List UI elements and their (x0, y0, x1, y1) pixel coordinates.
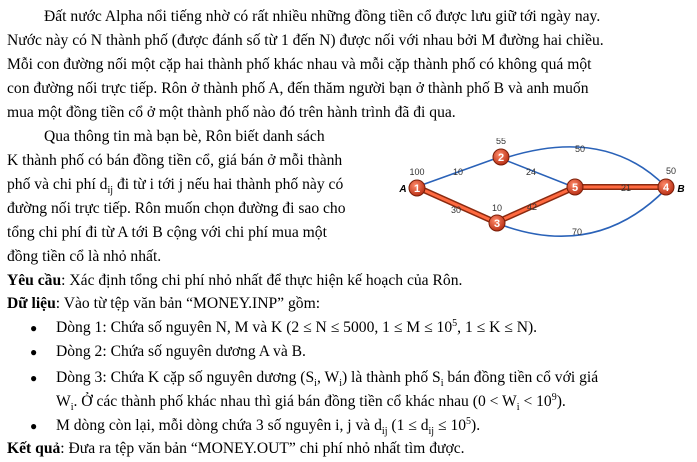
bullet-2: Dòng 2: Chứa số nguyên dương A và B. (56, 343, 306, 360)
bullet-dot-3: ● (30, 371, 38, 385)
weight-2-5: 24 (526, 167, 537, 177)
svg-text:55: 55 (495, 138, 507, 146)
edge-2-5 (505, 160, 571, 186)
request-label: Yêu cầu (7, 272, 62, 289)
svg-text:2: 2 (497, 152, 505, 164)
svg-text:4: 4 (662, 182, 670, 194)
svg-text:1: 1 (413, 183, 421, 195)
input-line: Dữ liệu: Vào từ tệp văn bản “MONEY.INP” gồm: (7, 295, 321, 312)
svg-text:B: B (677, 184, 685, 195)
weight-3-5: 42 (527, 202, 538, 212)
intro-line-3: Mỗi con đường nối một cặp hai thành phố khác nhau và mỗi cặp thành phố có không quá một (7, 56, 592, 73)
bullet-dot-1: ● (30, 321, 38, 335)
weight-1-3: 30 (451, 205, 462, 215)
para2-line-3: phố và chi phí $d_{ij}$ đi từ i tới j nếu hai thành phố này có (7, 176, 344, 197)
para2-line-1: Qua thông tin mà bạn bè, Rôn biết danh sách (44, 128, 325, 145)
bullet-3-line-2: $W_i$. Ở các thành phố khác nhau thì giá bán đồng tiền cổ khác nhau $(0 < W_i < 10^9)$. (56, 391, 566, 414)
svg-text:5: 5 (571, 182, 579, 194)
intro-line-5: mua một đồng tiền cổ ở một thành phố nào đó trên hành trình đã đi qua. (7, 104, 456, 121)
intro-line-2: Nước này có N thành phố (được đánh số từ 1 đến N) được nối với nhau bởi M đường hai chiều. (7, 32, 604, 49)
svg-text:100: 100 (409, 167, 425, 177)
bullet-3-line-1: Dòng 3: Chứa K cặp số nguyên dương ($S_i$, $W_i$) là thành phố $S_i$ bán đồng tiền cổ với giá (56, 369, 599, 390)
node-1 (398, 167, 425, 196)
bullet-dot-4: ● (30, 419, 38, 433)
intro-line-4: con đường nối trực tiếp. Rôn ở thành phố A, đến thăm người bạn ở thành phố B và anh muốn (7, 80, 589, 97)
node-4 (658, 166, 685, 195)
para2-line-5: tổng chi phí đi từ A tới B cộng với chi phí mua một (7, 224, 327, 241)
para2-line-6: đồng tiền cổ là nhỏ nhất. (7, 248, 162, 265)
weight-1-2: 10 (453, 167, 464, 177)
weight-2-4: 50 (575, 144, 586, 154)
para2-line-2: K thành phố có bán đồng tiền cổ, giá bán ở mỗi thành (7, 152, 343, 169)
intro-line-1: Đất nước Alpha nổi tiếng nhờ có rất nhiều những đồng tiền cổ được lưu giữ tới ngày nay. (44, 8, 601, 25)
output-line: Kết quả: Đưa ra tệp văn bản “MONEY.OUT” chi phí nhỏ nhất tìm được. (7, 440, 465, 457)
svg-text:3: 3 (493, 218, 501, 230)
svg-text:50: 50 (665, 166, 677, 176)
node-5 (567, 179, 583, 195)
svg-text:A: A (399, 184, 407, 195)
weight-3-4: 70 (572, 227, 583, 237)
svg-text:10: 10 (491, 203, 503, 213)
city-graph-diagram (395, 138, 695, 248)
request-line: Yêu cầu: Xác định tổng chi phí nhỏ nhất để thực hiện kế hoạch của Rôn. (7, 272, 463, 289)
output-label: Kết quả (7, 440, 61, 457)
bullet-dot-2: ● (30, 345, 38, 359)
weight-5-4: 21 (621, 183, 632, 193)
node-3 (489, 203, 505, 231)
bullet-4: M dòng còn lại, mỗi dòng chứa 3 số nguyên i, j và $d_{ij}$ $(1 \le d_{ij} \le 10^5)$. (56, 415, 481, 438)
node-2 (493, 138, 509, 165)
bullet-1: Dòng 1: Chứa số nguyên N, M và K (2 ≤ N ≤ 5000, $1 \le M \le 10^5$, 1 ≤ K ≤ N). (56, 317, 538, 336)
input-label: Dữ liệu (7, 295, 56, 312)
para2-line-4: đường nối trực tiếp. Rôn muốn chọn đường đi sao cho (7, 200, 346, 217)
